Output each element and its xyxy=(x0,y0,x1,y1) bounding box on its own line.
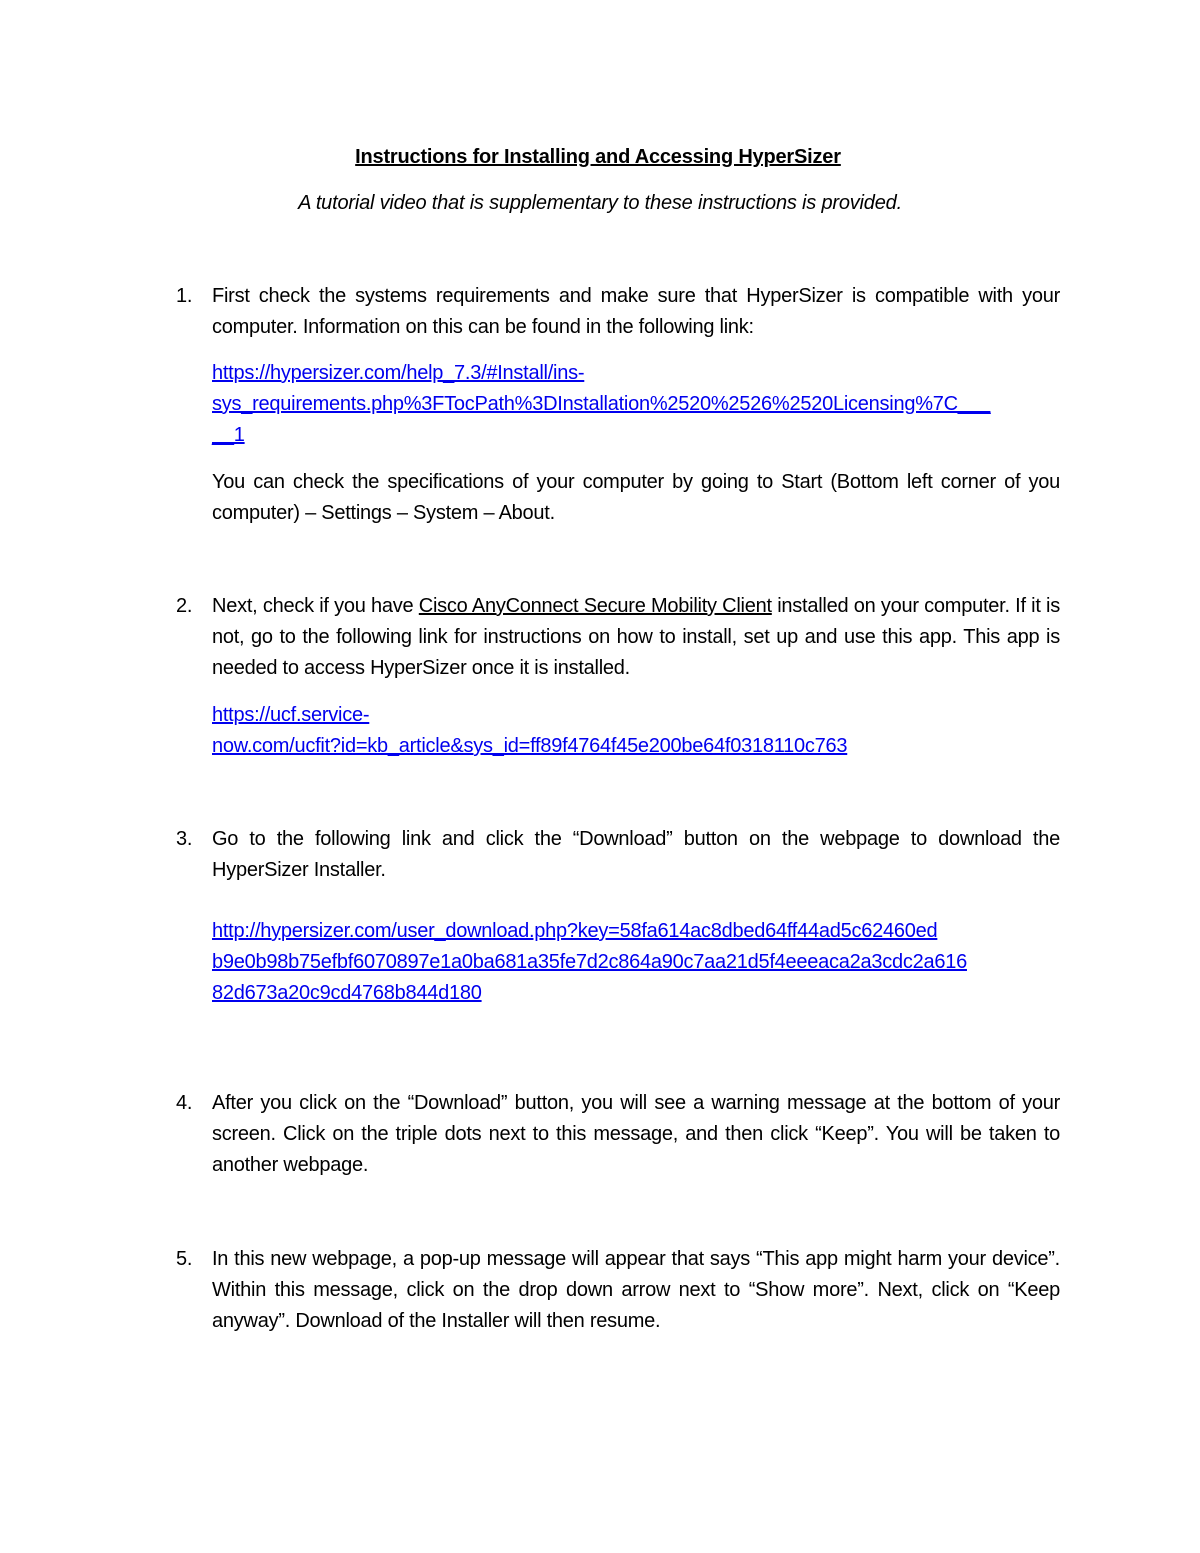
step-2-app-name: Cisco AnyConnect Secure Mobility Client xyxy=(418,595,772,617)
step-2-text-before: Next, check if you have xyxy=(212,595,419,617)
step-1-link-line-2[interactable]: sys_requirements.php%3FTocPath%3DInstallation%2520%2526%2520Licensing%7C___ xyxy=(212,393,991,415)
document-subtitle: A tutorial video that is supplementary to these instructions is provided. xyxy=(298,192,902,214)
step-3-link-line-1[interactable]: http://hypersizer.com/user_download.php?key=58fa614ac8dbed64ff44ad5c62460ed xyxy=(212,920,938,942)
step-2-link-line-1[interactable]: https://ucf.service- xyxy=(212,704,370,726)
step-3-link-line-3[interactable]: 82d673a20c9cd4768b844d180 xyxy=(212,982,482,1004)
step-2-number: 2. xyxy=(176,595,193,617)
step-2-text-after: installed on your computer. If it is not, go to the following link for instructions on how to install, set up and use this app. This app is needed to access HyperSizer once it is installed. xyxy=(212,595,1060,679)
step-1-link-line-3[interactable]: __1 xyxy=(212,424,245,446)
step-2-link-line-2[interactable]: now.com/ucfit?id=kb_article&sys_id=ff89f4764f45e200be64f0318110c763 xyxy=(212,735,848,757)
step-4-number: 4. xyxy=(176,1092,193,1114)
step-3-number: 3. xyxy=(176,828,193,850)
step-1-note: You can check the specifications of your computer by going to Start (Bottom left corner of you computer) – Settings – System – About. xyxy=(212,471,1060,524)
step-3-link[interactable] xyxy=(212,916,1060,1009)
step-3-link-line-2[interactable]: b9e0b98b75efbf6070897e1a0ba681a35fe7d2c864a90c7aa21d5f4eeeaca2a3cdc2a616 xyxy=(212,951,967,973)
step-1-link-line-1[interactable]: https://hypersizer.com/help_7.3/#Install/ins- xyxy=(212,362,585,384)
step-2-link[interactable] xyxy=(212,700,1060,762)
step-5-text: In this new webpage, a pop-up message will appear that says “This app might harm your device”. Within this message, click on the drop down arrow next to “Show more”. Next, click on “Keep anyway”. Download of the Installer will then resume. xyxy=(212,1248,1060,1332)
step-1-number: 1. xyxy=(176,285,193,307)
step-1-link[interactable] xyxy=(212,358,1060,451)
step-4-text: After you click on the “Download” button, you will see a warning message at the bottom of your screen. Click on the triple dots next to this message, and then click “Keep”. You will be taken to another webpage. xyxy=(212,1092,1060,1176)
step-3-text: Go to the following link and click the “Download” button on the webpage to download the HyperSizer Installer. xyxy=(212,828,1060,881)
step-2-text xyxy=(212,591,1060,684)
step-5-number: 5. xyxy=(176,1248,193,1270)
document-title: Instructions for Installing and Accessing HyperSizer xyxy=(355,146,841,168)
step-1-text: First check the systems requirements and make sure that HyperSizer is compatible with your computer. Information on this can be found in the following link: xyxy=(212,285,1060,338)
